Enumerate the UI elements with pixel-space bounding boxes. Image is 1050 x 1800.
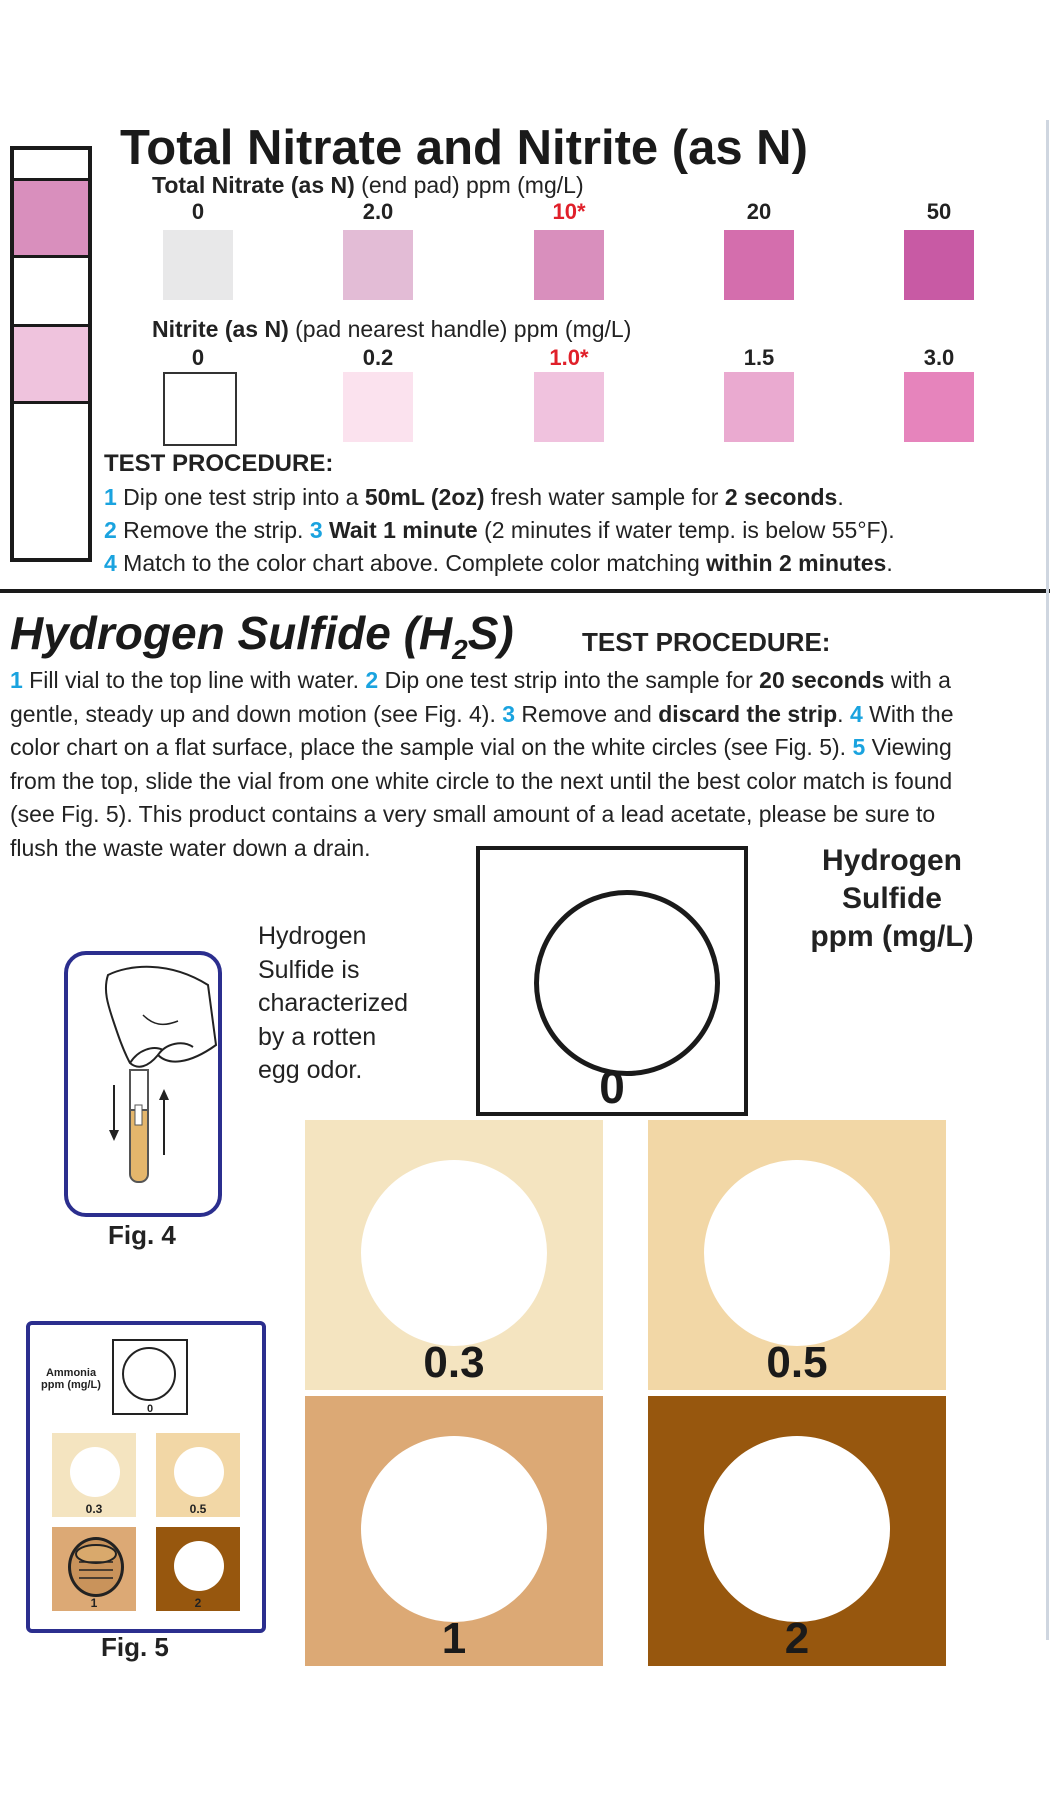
- unit-label-line: ppm (mg/L): [810, 920, 974, 953]
- h2s-title-text: Hydrogen Sulfide (H: [10, 607, 453, 659]
- odor-note-line: by a rotten: [258, 1022, 377, 1051]
- nitrite-color-swatch: [163, 372, 237, 446]
- fig5-zero-value: 0: [146, 1403, 154, 1415]
- h2s-line-3: [10, 731, 954, 765]
- nitrate-value-label: 2.0: [362, 199, 394, 224]
- h2s-procedure-heading: TEST PROCEDURE:: [582, 627, 831, 657]
- nitrite-color-swatch: [724, 372, 794, 442]
- step-number: 3: [309, 517, 323, 543]
- h2s-unit-label: [792, 842, 992, 956]
- step-text-bold: Wait 1 minute: [322, 517, 478, 543]
- nitrate-procedure-steps: [104, 481, 895, 580]
- nitrate-row-label: [152, 172, 584, 199]
- fig5-label-line: ppm (mg/L): [41, 1379, 101, 1391]
- strip-pad-end: [14, 178, 88, 258]
- step-text-bold: within 2 minutes: [706, 550, 887, 576]
- nitrite-value-label: 0: [191, 345, 205, 370]
- step-number: 2: [365, 667, 379, 693]
- step-text: Match to the color chart above. Complete color matching: [116, 550, 707, 576]
- step-text: (2 minutes if water temp. is below 55°F).: [477, 517, 895, 543]
- nitrate-value-label: 0: [191, 199, 205, 224]
- h2s-title: [10, 606, 514, 666]
- step-text: .: [886, 550, 893, 576]
- nitrite-color-swatch: [904, 372, 974, 442]
- odor-note-line: characterized: [258, 989, 409, 1017]
- step-text: with a: [884, 667, 951, 693]
- nitrate-value-label: 50: [926, 199, 952, 224]
- h2s-line-4: from the top, slide the vial from one white circle to the next until the best color match is found: [10, 767, 953, 794]
- step-text: Dip one test strip into a: [116, 484, 365, 510]
- step-text-bold: discard the strip: [658, 700, 838, 727]
- step-text: Remove and: [515, 700, 659, 727]
- vial-top-icon: [71, 1540, 121, 1594]
- step-text-bold: 20 seconds: [759, 667, 885, 693]
- step-text: Remove the strip.: [116, 517, 310, 543]
- strip-pad-handle: [14, 324, 88, 404]
- nitrate-color-swatch: [343, 230, 413, 300]
- section-divider: [0, 589, 1050, 593]
- fig4-caption: Fig. 4: [108, 1220, 176, 1250]
- nitrate-step-1: [104, 481, 895, 514]
- step-number: 5: [852, 734, 866, 760]
- fig5-white-circle: [174, 1541, 224, 1591]
- nitrite-value-label: 1.0*: [549, 345, 589, 370]
- h2s-title-subscript: 2: [452, 634, 468, 666]
- fig5-tile-value: 0.3: [85, 1502, 103, 1516]
- tile-value: 0.5: [766, 1338, 828, 1387]
- nitrate-step-4: [104, 547, 895, 580]
- h2s-line-6: flush the waste water down a drain.: [10, 834, 371, 861]
- step-text: With the: [862, 700, 954, 727]
- step-number: 1: [10, 667, 23, 693]
- nitrate-color-swatch: [163, 230, 233, 300]
- unit-label-line: Sulfide: [841, 882, 942, 915]
- color-tile-0-3: [305, 1120, 603, 1390]
- nitrite-label-rest: (pad nearest handle) ppm (mg/L): [288, 316, 632, 342]
- nitrite-row-label: [152, 316, 631, 343]
- step-text: fresh water sample for: [484, 484, 725, 510]
- nitrite-value-label: 0.2: [362, 345, 394, 370]
- odor-note: [258, 920, 408, 1088]
- white-circle: [361, 1160, 547, 1346]
- color-tile-2: [648, 1396, 946, 1666]
- fig5-vial-on-circle: [68, 1537, 124, 1597]
- step-text-bold: 50mL (2oz): [364, 484, 485, 510]
- hand-dipping-strip-icon: [68, 955, 218, 1213]
- odor-note-line: egg odor.: [258, 1056, 363, 1084]
- nitrite-value-label: 3.0: [923, 345, 955, 370]
- nitrate-step-2-3: [104, 514, 895, 547]
- nitrate-title: Total Nitrate and Nitrite (as N): [120, 121, 808, 175]
- fig5-tile-2: [156, 1527, 240, 1611]
- nitrate-value-label: 20: [746, 199, 772, 224]
- step-number: 2: [104, 517, 117, 543]
- zero-value: 0: [599, 1061, 625, 1113]
- tile-value: 1: [441, 1614, 467, 1663]
- unit-label-line: Hydrogen: [821, 844, 962, 877]
- step-number: 4: [104, 550, 117, 576]
- nitrate-label-bold: Total Nitrate (as N): [152, 172, 355, 198]
- step-text: Fill vial to the top line with water.: [22, 667, 366, 693]
- h2s-procedure-text: [10, 664, 954, 865]
- step-text: color chart on a flat surface, place the sample vial on the white circles (see Fig. 5).: [10, 734, 853, 760]
- odor-note-line: Hydrogen: [258, 922, 367, 950]
- nitrite-color-swatch: [534, 372, 604, 442]
- fig5-label-line: Ammonia: [45, 1367, 97, 1379]
- zero-circle: [534, 890, 720, 1076]
- fig5-tile-0-5: [156, 1433, 240, 1517]
- fig4-illustration: [64, 951, 222, 1217]
- page-edge-line: [1046, 120, 1049, 1640]
- step-text-bold: 2 seconds: [724, 484, 838, 510]
- tile-value: 2: [784, 1614, 810, 1663]
- nitrate-procedure-heading: TEST PROCEDURE:: [104, 450, 334, 477]
- h2s-line-2: [10, 698, 954, 732]
- fig5-zero-circle: [122, 1347, 176, 1401]
- step-text: gentle, steady up and down motion (see Fig. 4).: [10, 700, 503, 727]
- test-strip-diagram: [10, 146, 92, 562]
- nitrite-value-label: 1.5: [743, 345, 775, 370]
- fig5-tile-value: 0.5: [189, 1502, 207, 1516]
- step-text: Dip one test strip into the sample for: [378, 667, 760, 693]
- nitrate-color-swatch: [724, 230, 794, 300]
- white-circle: [704, 1160, 890, 1346]
- fig5-tile-value: 2: [194, 1596, 202, 1610]
- fig5-tile-0-3: [52, 1433, 136, 1517]
- nitrate-color-swatch: [534, 230, 604, 300]
- color-tile-0-5: [648, 1120, 946, 1390]
- step-text: .: [837, 484, 844, 510]
- zero-reference-box: [476, 846, 748, 1116]
- color-tile-1: [305, 1396, 603, 1666]
- nitrate-color-swatch: [904, 230, 974, 300]
- white-circle: [361, 1436, 547, 1622]
- step-text: .: [837, 700, 850, 727]
- fig5-white-circle: [70, 1447, 120, 1497]
- nitrite-label-bold: Nitrite (as N): [152, 316, 289, 342]
- nitrate-value-label: 10*: [552, 199, 586, 224]
- nitrite-color-swatch: [343, 372, 413, 442]
- h2s-line-1: [10, 664, 954, 698]
- white-circle: [704, 1436, 890, 1622]
- fig5-zero-box: [112, 1339, 188, 1415]
- fig5-tile-1: [52, 1527, 136, 1611]
- fig5-label: [36, 1367, 106, 1391]
- fig5-illustration: [26, 1321, 266, 1633]
- fig5-white-circle: [174, 1447, 224, 1497]
- odor-note-line: Sulfide is: [258, 955, 360, 984]
- h2s-title-text-end: S): [467, 607, 514, 659]
- step-number: 4: [849, 700, 863, 727]
- tile-value: 0.3: [423, 1338, 485, 1387]
- step-text: Viewing: [865, 734, 952, 760]
- step-number: 3: [502, 700, 516, 727]
- fig5-tile-value: 1: [90, 1596, 98, 1610]
- h2s-line-5: (see Fig. 5). This product contains a very small amount of a lead acetate, please be sure to: [10, 801, 936, 827]
- fig5-caption: Fig. 5: [101, 1632, 169, 1662]
- step-number: 1: [104, 484, 117, 510]
- nitrate-label-rest: (end pad) ppm (mg/L): [354, 172, 584, 198]
